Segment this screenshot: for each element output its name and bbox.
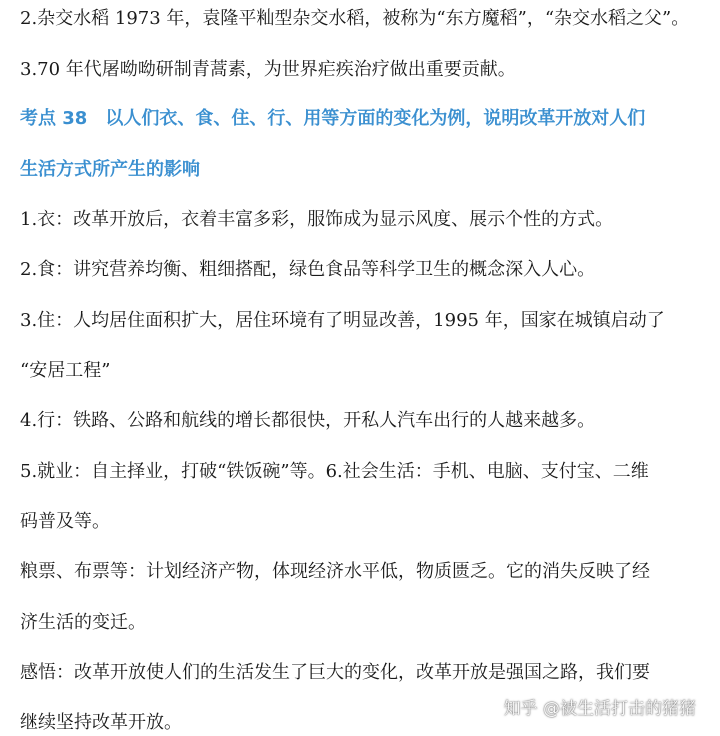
text-line-reflection-cont: 继续坚持改革开放。: [20, 712, 182, 733]
text-line-employment-cont: 码普及等。: [20, 511, 110, 532]
text-line-food: 2.食：讲究营养均衡、粗细搭配，绿色食品等科学卫生的概念深入人心。: [20, 259, 596, 280]
zhihu-watermark: 知乎 @被生活打击的猪猪: [503, 699, 696, 719]
text-line-reflection: 感悟：改革开放使人们的生活发生了巨大的变化，改革开放是强国之路，我们要: [20, 662, 650, 683]
text-line-coupons: 粮票、布票等：计划经济产物，体现经济水平低，物质匮乏。它的消失反映了经: [20, 561, 650, 582]
section-heading-line-2: 生活方式所产生的影响: [20, 159, 200, 180]
text-line-housing: 3.住：人均居住面积扩大，居住环境有了明显改善，1995 年，国家在城镇启动了: [20, 310, 665, 331]
text-line-employment: 5.就业：自主择业，打破“铁饭碗”等。6.社会生活：手机、电脑、支付宝、二维: [20, 461, 649, 482]
text-line-artemisinin: 3.70 年代屠呦呦研制青蒿素，为世界疟疾治疗做出重要贡献。: [20, 59, 516, 80]
text-line-rice: 2.杂交水稻 1973 年，袁隆平籼型杂交水稻，被称为“东方魔稻”，“杂交水稻之父”。: [20, 8, 690, 29]
text-line-housing-cont: “安居工程”: [20, 360, 111, 381]
text-line-transport: 4.行：铁路、公路和航线的增长都很快，开私人汽车出行的人越来越多。: [20, 410, 596, 431]
text-line-clothing: 1.衣：改革开放后，衣着丰富多彩，服饰成为显示风度、展示个性的方式。: [20, 209, 614, 230]
text-line-coupons-cont: 济生活的变迁。: [20, 612, 146, 633]
section-heading-line-1: 考点 38 以人们衣、食、住、行、用等方面的变化为例，说明改革开放对人们: [20, 108, 646, 129]
